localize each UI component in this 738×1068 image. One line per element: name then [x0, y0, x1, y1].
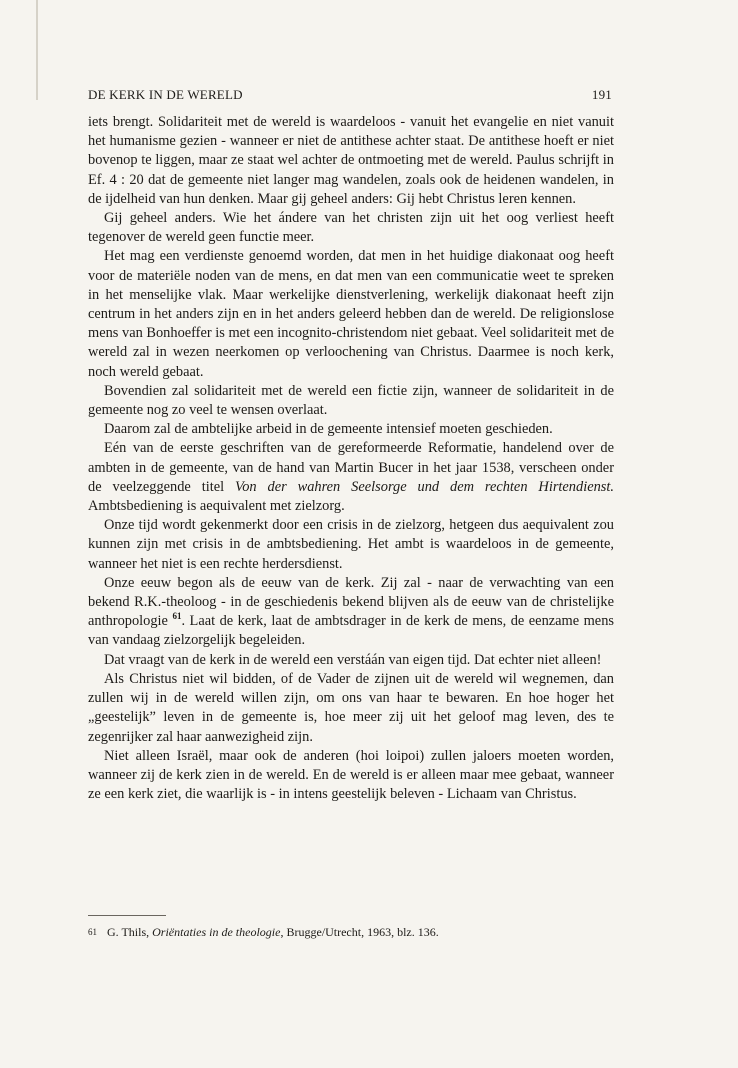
page-number: 191 [591, 87, 612, 102]
text-run: Gij geheel anders. Wie het ándere van het christen zijn uit het oog verliest heeft tegenover de wereld geen functie meer. [88, 210, 614, 246]
footnote-rest: , Brugge/Utrecht, 1963, blz. 136. [280, 925, 439, 939]
text-run: Onze eeuw begon als de eeuw van de kerk. Zij zal - naar de verwachting van een bekend R.K.-theoloog - in de geschiedenis bekend blijven als de eeuw van de christelijke anthropologie [88, 574, 614, 630]
footnote-reference: 61 [172, 611, 182, 622]
page-header [88, 87, 612, 107]
text-run: Niet alleen Israël, maar ook de anderen (hoi loipoi) zullen jaloers moeten worden, wanneer zij de kerk zien in de wereld. En de wereld is er alleen maar mee gebaat, wanneer ze een kerk ziet, die waarlijk is - in intens geestelijk beleven - Lichaam van Christus. [88, 747, 614, 803]
paragraph [88, 516, 614, 574]
footnote [88, 924, 614, 941]
paragraph [88, 247, 614, 381]
paragraph [88, 747, 614, 805]
text-run: Eén van de eerste geschriften van de gereformeerde Reformatie, handelend over de ambten in de gemeente, van de hand van Martin Bucer in het jaar 1538, verscheen onder de veelzeggende titel [88, 440, 614, 495]
text-run: Het mag een verdienste genoemd worden, dat men in het huidige diakonaat oog heeft voor de materiële noden van de mens, en dat men van een communicatie weet te spreken in het menselijke vlak. Maar werkelijke dienstverlening, werkelijk diakonaat heeft zijn centrum in het anders zijn en in het anders geleerd hebben dan de wereld. De religionslose mens van Bonhoeffer is met een incognito-christendom niet gebaat. Veel solidariteit met de wereld zal in wezen neerkomen op verloochening van Christus. Daarmee is noch kerk, noch wereld gebaat. [88, 248, 614, 380]
running-title: DE KERK IN DE WERELD [88, 87, 243, 102]
paragraph [88, 670, 614, 747]
text-run: Bovendien zal solidariteit met de wereld een fictie zijn, wanneer de solidariteit in de gemeente nog zo veel te wensen overlaat. [88, 382, 614, 419]
paragraph [88, 113, 614, 209]
paragraph [88, 651, 614, 670]
body-text [88, 113, 614, 804]
paragraph [88, 574, 614, 651]
footnote-author: G. Thils, [107, 925, 153, 939]
paragraph [88, 209, 614, 247]
footnote-divider [88, 915, 166, 916]
text-run: Ambtsbediening is aequivalent met zielzorg. [88, 498, 345, 515]
text-run: Daarom zal de ambtelijke arbeid in de gemeente intensief moeten geschieden. [104, 421, 553, 438]
footnote-title: Oriëntaties in de theologie [152, 925, 281, 939]
text-run: Onze tijd wordt gekenmerkt door een crisis in de zielzorg, hetgeen dus aequivalent zou kunnen zijn met crisis in de ambtsbediening. Het ambt is waardeloos in de gemeente, wanneer het niet is een rechte herdersdienst. [88, 517, 614, 572]
scan-edge-line [36, 0, 38, 100]
footnote-marker: 61 [88, 927, 97, 937]
paragraph [88, 420, 614, 439]
text-run: . Laat de kerk, laat de ambtsdrager in de kerk de mens, de eenzame mens van vandaag zielzorgelijk begeleiden. [88, 613, 614, 649]
text-run: iets brengt. Solidariteit met de wereld is waardeloos - vanuit het evangelie en niet vanuit het humanisme gezien - wanneer er niet de antithese achter staat. De antithese hoeft er niet bovenop te liggen, maar ze staat wel achter de ontmoeting met de wereld. Paulus schrijft in Ef. 4 : 20 dat de gemeente niet langer mag wandelen, zoals ook de heidenen wandelen, in de ijdelheid van hun denken. Maar gij geheel anders: Gij hebt Christus leren kennen. [88, 114, 614, 207]
text-run: Dat vraagt van de kerk in de wereld een verstáán van eigen tijd. Dat echter niet alleen! [104, 651, 602, 668]
italic-title: Von der wahren Seelsorge und dem rechten Hirtendienst. [235, 478, 614, 495]
paragraph [88, 382, 614, 420]
paragraph [88, 439, 614, 516]
text-run: Als Christus niet wil bidden, of de Vader de zijnen uit de wereld wil wegnemen, dan zullen wij in de wereld willen zijn, om ons van haar te bewaren. En hoe hoger het „geestelijk” leven in de gemeente is, hoe meer zij uit het geloof mag leven, des te zegenrijker zal haar aanwezigheid zijn. [88, 670, 614, 745]
